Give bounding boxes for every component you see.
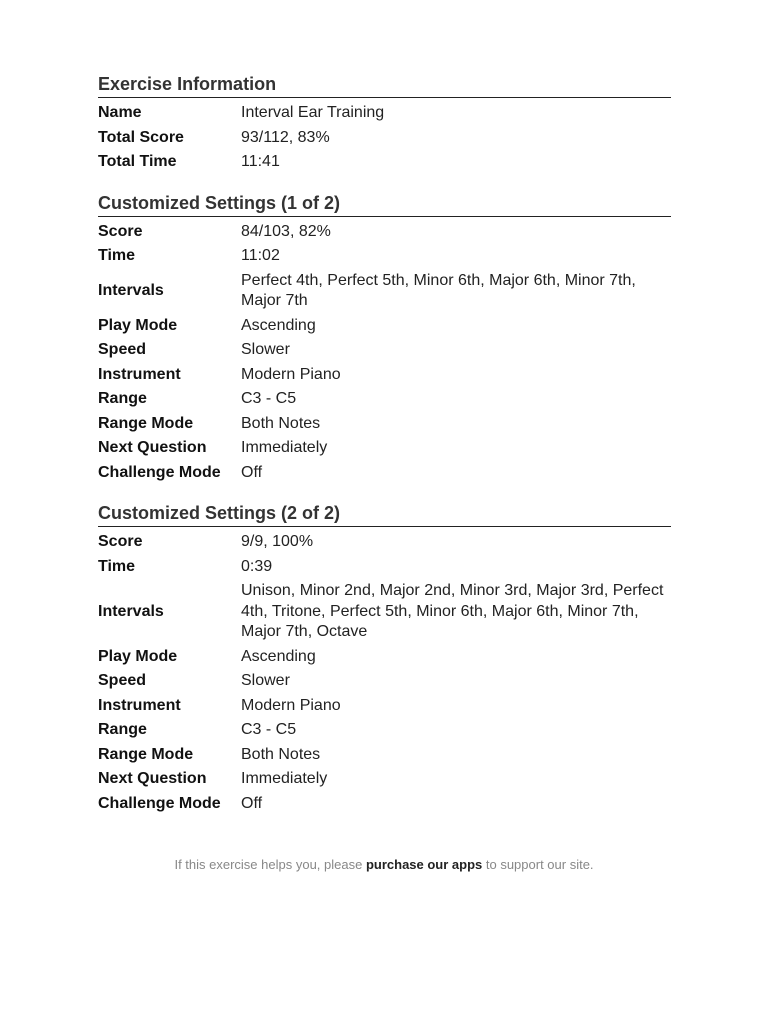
table-row: [98, 387, 671, 412]
table-row: [98, 244, 671, 269]
row-value-challenge-mode: Off: [241, 794, 263, 812]
table-row: [98, 743, 671, 768]
row-value-score: 9/9, 100%: [241, 533, 314, 550]
row-label-range-mode: Range Mode: [98, 745, 194, 763]
row-label-time: Time: [98, 247, 136, 264]
row-label-speed: Speed: [98, 672, 147, 689]
row-value-challenge-mode: Off: [241, 463, 263, 481]
row-value-play-mode: Ascending: [241, 647, 316, 665]
row-label-intervals: Intervals: [98, 281, 164, 299]
row-value-instrument: Modern Piano: [241, 365, 341, 383]
table-row: [98, 101, 671, 126]
table-row: [98, 792, 671, 817]
table-row: [98, 338, 671, 363]
row-value-intervals: Unison, Minor 2nd, Major 2nd, Minor 3rd, Major 3rd, Perfect 4th, Tritone, Perfect 5th, Minor 6th, Major 6th, Minor 7th, Major 7th, Octave: [241, 582, 664, 640]
row-value-speed: Slower: [241, 341, 290, 358]
row-value-name: Interval Ear Training: [241, 104, 385, 121]
row-label-challenge-mode: Challenge Mode: [98, 794, 221, 812]
table-row: [98, 461, 671, 486]
row-value-total-score: 93/112, 83%: [241, 128, 330, 146]
row-label-range-mode: Range Mode: [98, 414, 194, 432]
row-value-play-mode: Ascending: [241, 316, 316, 334]
table-row: [98, 579, 671, 645]
table-row: [98, 412, 671, 437]
row-value-instrument: Modern Piano: [241, 696, 341, 714]
row-value-score: 84/103, 82%: [241, 222, 331, 240]
table-row: [98, 126, 671, 151]
purchase-apps-link[interactable]: purchase our apps: [365, 857, 483, 872]
row-value-range: C3 - C5: [241, 390, 297, 407]
exercise-info-title: Exercise Information: [98, 73, 671, 98]
table-row: [98, 269, 671, 314]
row-label-total-time: Total Time: [98, 153, 177, 170]
table-row: [98, 694, 671, 719]
table-row: [98, 718, 671, 743]
settings-2-section: [98, 502, 671, 816]
settings-1-section: [98, 192, 671, 486]
settings-2-title: Customized Settings (2 of 2): [98, 502, 671, 527]
row-value-time: 11:02: [241, 247, 280, 264]
table-row: [98, 767, 671, 792]
row-value-range: C3 - C5: [241, 721, 297, 738]
row-label-name: Name: [98, 104, 142, 121]
table-row: [98, 363, 671, 388]
row-label-challenge-mode: Challenge Mode: [98, 463, 221, 481]
report-content: [98, 73, 671, 833]
table-row: [98, 669, 671, 694]
settings-1-title: Customized Settings (1 of 2): [98, 192, 671, 217]
footer-prefix-text: If this exercise helps you, please: [174, 857, 366, 872]
row-value-total-time: 11:41: [241, 153, 280, 170]
table-row: [98, 436, 671, 461]
table-row: [98, 530, 671, 555]
row-label-speed: Speed: [98, 341, 147, 358]
row-label-score: Score: [98, 533, 143, 550]
support-footer: [0, 856, 768, 874]
row-value-intervals: Perfect 4th, Perfect 5th, Minor 6th, Major 6th, Minor 7th, Major 7th: [241, 271, 636, 309]
row-label-play-mode: Play Mode: [98, 647, 178, 665]
row-label-next-question: Next Question: [98, 439, 207, 456]
row-label-score: Score: [98, 222, 143, 240]
table-row: [98, 150, 671, 175]
row-value-range-mode: Both Notes: [241, 745, 321, 763]
settings-1-table: [98, 220, 671, 486]
row-label-next-question: Next Question: [98, 770, 207, 787]
settings-2-table: [98, 530, 671, 816]
row-label-range: Range: [98, 390, 147, 407]
exercise-info-table: [98, 101, 671, 175]
row-value-next-question: Immediately: [241, 439, 328, 456]
row-value-next-question: Immediately: [241, 770, 328, 787]
row-label-instrument: Instrument: [98, 365, 181, 383]
row-value-range-mode: Both Notes: [241, 414, 321, 432]
row-label-instrument: Instrument: [98, 696, 181, 714]
row-label-play-mode: Play Mode: [98, 316, 178, 334]
table-row: [98, 314, 671, 339]
row-label-range: Range: [98, 721, 147, 738]
row-label-total-score: Total Score: [98, 128, 184, 146]
row-label-time: Time: [98, 557, 136, 575]
table-row: [98, 645, 671, 670]
row-value-time: 0:39: [241, 557, 273, 575]
row-value-speed: Slower: [241, 672, 290, 689]
table-row: [98, 220, 671, 245]
row-label-intervals: Intervals: [98, 602, 164, 620]
footer-suffix-text: to support our site.: [482, 857, 594, 872]
exercise-info-section: [98, 73, 671, 175]
table-row: [98, 555, 671, 580]
